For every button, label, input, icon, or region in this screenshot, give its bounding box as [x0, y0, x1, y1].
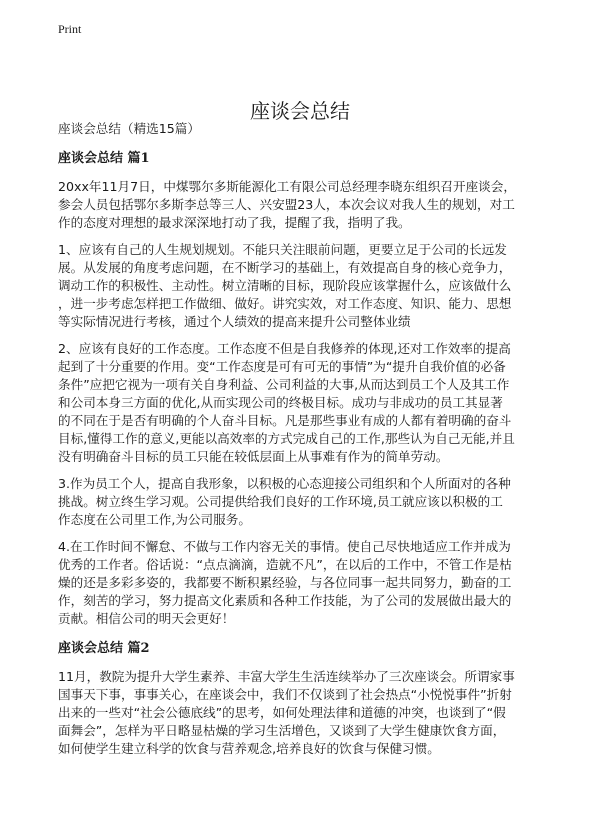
- document-body: [58, 120, 558, 767]
- paragraph-line: 起到了十分重要的作用。变“工作态度是可有可无的事情”为“提升自我价值的必备: [58, 359, 506, 374]
- section-heading: 座谈会总结 篇2: [58, 641, 150, 656]
- paragraph-line: 的不同在于是否有明确的个人奋斗目标。凡是那些事业有成的人都有着明确的奋斗: [58, 413, 512, 428]
- paragraph-line: 参会人员包括鄂尔多斯李总等三人、兴安盟23人，本次会议对我人生的规划，对工: [58, 197, 515, 212]
- document-subtitle: 座谈会总结（精选15篇）: [58, 121, 200, 136]
- paragraph-line: 作，刻苦的学习，努力提高文化素质和各种工作技能，为了公司的发展做出最大的: [58, 593, 512, 608]
- paragraph-line: 燥的还是多彩多姿的，我都要不断积累经验，与各位同事一起共同努力，勤奋的工: [58, 575, 512, 590]
- paragraph: [58, 241, 558, 331]
- paragraph-line: 挑战。树立终生学习观。公司提供给我们良好的工作环境,员工就应该以积极的工: [58, 494, 503, 509]
- paragraph-line: 11月，教院为提升大学生素养、丰富大学生生活连续举办了三次座谈会。所谓家事: [58, 669, 515, 684]
- paragraph: [58, 178, 558, 232]
- section-heading: 座谈会总结 篇1: [58, 151, 150, 166]
- paragraph: [58, 538, 558, 628]
- paragraph: [58, 668, 558, 758]
- section-2-body: [58, 668, 558, 758]
- page-title: 座谈会总结: [250, 99, 350, 124]
- paragraph-line: 20xx年11月7日，中煤鄂尔多斯能源化工有限公司总经理李晓东组织召开座谈会，: [58, 179, 516, 194]
- paragraph: [58, 340, 558, 466]
- paragraph-line: 展。从发展的角度考虑问题，在不断学习的基础上，有效提高自身的核心竞争力，: [58, 260, 512, 275]
- paragraph-line: 如何使学生建立科学的饮食与营养观念,培养良好的饮食与保健习惯。: [58, 741, 440, 756]
- paragraph-line: 作态度在公司里工作,为公司服务。: [58, 512, 251, 527]
- paragraph-line: ，进一步考虑怎样把工作做细、做好。讲究实效，对工作态度、知识、能力、思想: [58, 296, 512, 311]
- paragraph: [58, 475, 558, 529]
- paragraph-line: 等实际情况进行考核，通过个人绩效的提高来提升公司整体业绩: [58, 314, 411, 329]
- paragraph-line: 出来的一些对“社会公德底线”的思考，如何处理法律和道德的冲突，也谈到了“假: [58, 705, 506, 720]
- paragraph-line: 面舞会”，怎样为平日略显枯燥的学习生活增色，又谈到了大学生健康饮食方面，: [58, 723, 506, 738]
- paragraph-line: 作的态度对理想的最求深深地打动了我，提醒了我，指明了我。: [58, 215, 411, 230]
- paragraph-line: 目标,懂得工作的意义,更能以高效率的方式完成自己的工作,那些认为自己无能,并且: [58, 431, 515, 446]
- section-1-body: [58, 178, 558, 628]
- paragraph-line: 1、应该有自己的人生规划规划。不能只关注眼前问题，更要立足于公司的长远发: [58, 242, 507, 257]
- paragraph-line: 和公司本身三方面的优化,从而实现公司的终极目标。成功与非成功的员工其显著: [58, 395, 503, 410]
- paragraph-line: 国事天下事，事事关心，在座谈会中，我们不仅谈到了社会热点“小悦悦事件”折射: [58, 687, 512, 702]
- paragraph-line: 3.作为员工个人，提高自我形象，以积极的心态迎接公司组织和个人所面对的各种: [58, 476, 511, 491]
- paragraph-line: 4.在工作时间不懈怠、不做与工作内容无关的事情。使自己尽快地适应工作并成为: [58, 539, 511, 554]
- paragraph-line: 没有明确奋斗目标的员工只能在较低层面上从事难有作为的简单劳动。: [58, 449, 449, 464]
- paragraph-line: 贡献。相信公司的明天会更好！: [58, 611, 235, 626]
- paragraph-line: 调动工作的积极性、主动性。树立清晰的目标，现阶段应该掌握什么，应该做什么: [58, 278, 512, 293]
- paragraph-line: 条件”应把它视为一项有关自身利益、公司利益的大事,从而达到员工个人及其工作: [58, 377, 510, 392]
- paragraph-line: 优秀的工作者。俗话说：“点点滴滴，造就不凡”，在以后的工作中，不管工作是枯: [58, 557, 512, 572]
- paragraph-line: 2、应该有良好的工作态度。工作态度不但是自我修养的体现,还对工作效率的提高: [58, 341, 511, 356]
- print-link[interactable]: Print: [58, 22, 82, 36]
